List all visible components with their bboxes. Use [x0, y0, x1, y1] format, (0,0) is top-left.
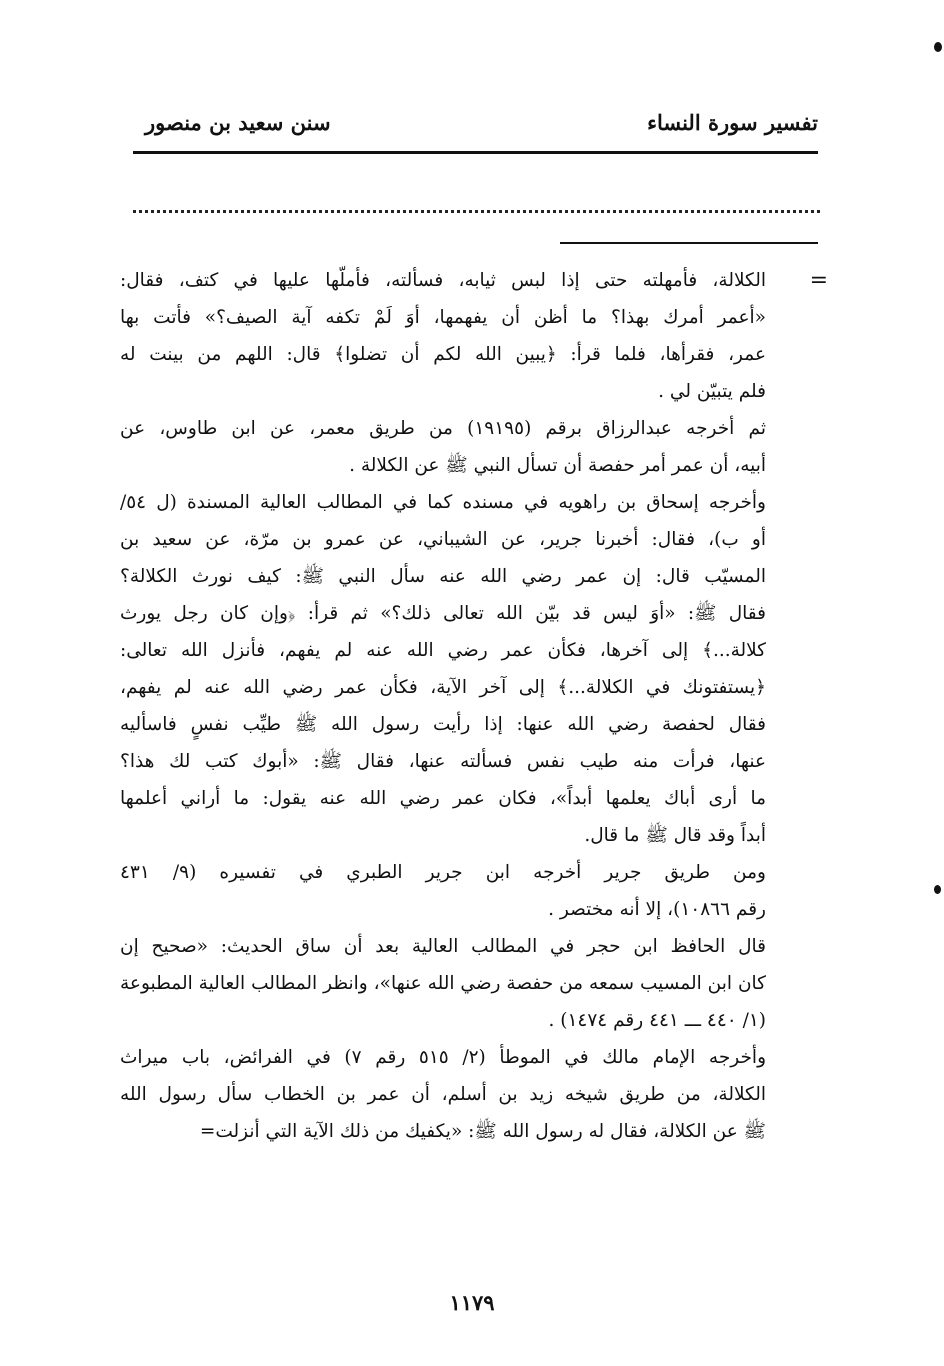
text-line: أبيه، أن عمر أمر حفصة أن تسأل النبي ﷺ عن الكلالة .	[349, 455, 766, 476]
scan-edge-mark	[934, 885, 941, 894]
continuation-mark: =	[809, 268, 828, 293]
text-line: ما أرى أباك يعلمها أبداً»، فكان عمر رضي الله عنه يقول: ما أراني أعلمها	[120, 788, 766, 809]
paragraph	[120, 262, 766, 410]
text-line: وأخرجه إسحاق بن راهويه في مسنده كما في المطالب العالية المسندة (ل ٥٤/	[120, 492, 766, 513]
text-line: فقال لحفصة رضي الله عنها: إذا رأيت رسول الله ﷺ طيِّب نفسٍ فاسأليه	[120, 714, 766, 735]
text-line: فلم يتبيّن لي .	[658, 381, 766, 402]
text-line: «أعمر أمرك بهذا؟ ما أظن أن يفهمها، أوَ لَمْ تكفه آية الصيف؟» فأتت بها	[120, 307, 766, 328]
text-line: الكلالة، فأمهلته حتى إذا لبس ثيابه، فسألته، فأملّها عليها في كتف، فقال:	[120, 270, 766, 291]
text-line: قال الحافظ ابن حجر في المطالب العالية بعد أن ساق الحديث: «صحيح إن	[120, 936, 766, 957]
text-line: ﷺ عن الكلالة، فقال له رسول الله ﷺ: «يكفيك من ذلك الآية التي أنزلت=	[199, 1121, 766, 1142]
book-title: سنن سعيد بن منصور	[145, 110, 331, 135]
text-line: الكلالة، من طريق شيخه زيد بن أسلم، أن عمر بن الخطاب سأل رسول الله	[120, 1084, 766, 1105]
chapter-title: تفسير سورة النساء	[647, 110, 818, 135]
scan-edge-mark	[934, 42, 942, 52]
running-header	[133, 106, 818, 150]
text-line: رقم ١٠٨٦٦)، إلا أنه مختصر .	[548, 899, 766, 920]
text-line: كلالة...﴾ إلى آخرها، فكأن عمر رضي الله عنه لم يفهم، فأنزل الله تعالى:	[120, 640, 766, 661]
text-line: أبداً وقد قال ﷺ ما قال.	[584, 825, 766, 846]
paragraph	[120, 484, 766, 854]
text-line: كان ابن المسيب سمعه من حفصة رضي الله عنها»، وانظر المطالب العالية المطبوعة	[120, 973, 766, 994]
text-line: ﴿يستفتونك في الكلالة...﴾ إلى آخر الآية، فكأن عمر رضي الله عنه لم يفهم،	[120, 677, 766, 698]
footnote-body	[120, 262, 766, 1150]
text-line: أو ب)، فقال: أخبرنا جرير، عن الشيباني، عن عمرو بن مرّة، عن سعيد بن	[120, 529, 766, 550]
paragraph	[120, 928, 766, 1039]
paragraph	[120, 854, 766, 928]
header-rule	[133, 151, 818, 154]
text-line: ثم أخرجه عبدالرزاق برقم (١٩١٩٥) من طريق معمر، عن ابن طاوس، عن	[120, 418, 766, 439]
paragraph	[120, 410, 766, 484]
text-line: (١/ ٤٤٠ ـــ ٤٤١ رقم ١٤٧٤) .	[548, 1010, 766, 1031]
text-line: فقال ﷺ: «أوَ ليس قد بيّن الله تعالى ذلك؟» ثم قرأ: ﴿وإن كان رجل يورث	[120, 603, 766, 624]
paragraph	[120, 1039, 766, 1150]
text-line: عنها، فرأت منه طيب نفس فسألته عنها، فقال ﷺ: «أبوك كتب لك هذا؟	[120, 751, 766, 772]
text-line: ومن طريق جرير أخرجه ابن جرير الطبري في تفسيره (٩/ ٤٣١	[120, 862, 766, 883]
page-number: ١١٧٩	[449, 1290, 495, 1315]
dotted-separator	[133, 198, 820, 213]
text-line: وأخرجه الإمام مالك في الموطأ (٢/ ٥١٥ رقم ٧) في الفرائض، باب ميراث	[120, 1047, 766, 1068]
text-line: المسيّب قال: إن عمر رضي الله عنه سأل النبي ﷺ: كيف نورث الكلالة؟	[120, 566, 766, 587]
text-line: عمر، فقرأها، فلما قرأ: ﴿يبين الله لكم أن تضلوا﴾ قال: اللهم من بينت له	[120, 344, 766, 365]
footnote-rule	[560, 242, 818, 244]
